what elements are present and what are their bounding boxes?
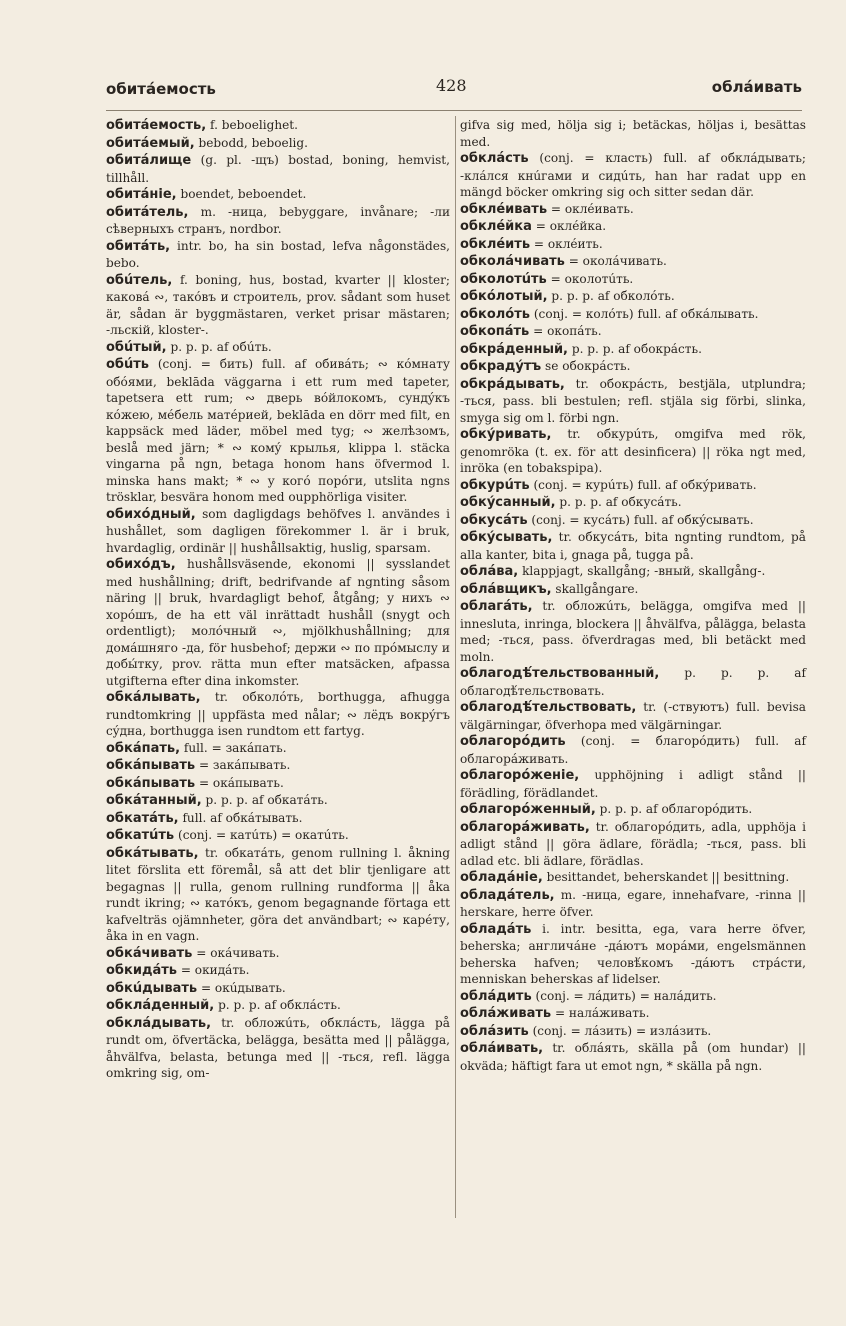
entry-headword: обкáпывать bbox=[106, 758, 196, 773]
entry-definition: besittandet, beherskandet || besittning. bbox=[542, 870, 790, 884]
entry-headword: облагорóженный, bbox=[460, 802, 596, 817]
dictionary-entry bbox=[460, 494, 806, 512]
dictionary-entry bbox=[106, 792, 450, 810]
entry-definition: tr. обкурúть, omgifva med rök, genomröka (t. ex. för att desinficera) || röka ngt med, inröka (en tobakspipa). bbox=[460, 427, 806, 475]
entry-headword: обклéивать bbox=[460, 201, 548, 217]
entry-headword: обколóть bbox=[460, 306, 530, 322]
entry-definition: p. p. p. af обкатáть. bbox=[201, 793, 328, 807]
entry-definition: p. p. p. af обокрáсть. bbox=[568, 341, 702, 356]
entry-definition: p. p. p. af обкусáть. bbox=[555, 495, 682, 509]
dictionary-entry bbox=[106, 556, 450, 689]
entry-headword: обкатáть, bbox=[106, 810, 179, 826]
entry-headword: обкúдывать bbox=[106, 980, 198, 996]
entry-headword: обкáтывать, bbox=[106, 845, 199, 861]
dictionary-entry bbox=[460, 988, 806, 1006]
entry-definition: (conj. = бить) full. af обивáть; ∾ кóмнату обóями, beklāda väggarna i ett rum med tapeter, tapetsera ett rum; ∾ дверь вóйлокомъ, сундýкъ кóжею, мéбель матéрией, beklāda en dörr med filt, en kappsäck med läder, möbel med tyg; ∾ желѣзомъ, beslå med järn; * ∾ комý крылья, klippa l. stäcka vingarna på ngn, betaga honom hans öfvermod l. minska hans makt; * ∾ у когó порóги, utslita ngns trösklar, besvära honom med oupphörliga visiter. bbox=[106, 357, 450, 504]
entry-headword: обкусáть bbox=[460, 512, 528, 528]
dictionary-entry bbox=[106, 272, 450, 339]
entry-definition: p. p. p. af обúть. bbox=[166, 339, 272, 354]
dictionary-entry bbox=[106, 775, 450, 793]
dictionary-entry bbox=[106, 827, 450, 845]
entry-headword: обúтый, bbox=[106, 339, 167, 355]
dictionary-entry bbox=[106, 135, 450, 153]
dictionary-entry bbox=[460, 733, 806, 767]
entry-definition: (g. pl. -щъ) bostad, boning, hemvist, tillhåll. bbox=[106, 153, 450, 185]
entry-headword: обладáтель, bbox=[460, 887, 555, 903]
entry-headword: облагáть, bbox=[460, 599, 533, 614]
entry-definition: = околотúть. bbox=[546, 271, 634, 286]
page-number: 428 bbox=[436, 76, 467, 95]
dictionary-entry bbox=[460, 598, 806, 665]
dictionary-entry bbox=[106, 1015, 450, 1082]
entry-headword: обкопáть bbox=[460, 324, 530, 339]
entry-headword: обколотúть bbox=[460, 271, 547, 287]
entry-headword: обкурúть bbox=[460, 477, 530, 493]
dictionary-entry bbox=[106, 204, 450, 238]
entry-headword: обкáлывать, bbox=[106, 690, 201, 705]
entry-definition: full. = закáпать. bbox=[180, 740, 287, 755]
entry-headword: облáва, bbox=[460, 564, 519, 579]
entry-definition: tr. обложúть, обклáсть, lägga på rundt om, öfvertäcka, belägga, besätta med || pålägga, åhvälfva, belasta, betunga med || -ться, refl. lägga omkring sig, om- bbox=[106, 1015, 450, 1080]
dictionary-entry bbox=[460, 563, 806, 581]
dictionary-entry bbox=[460, 1040, 806, 1074]
entry-definition: (conj. = лáдить) = налáдить. bbox=[531, 988, 717, 1003]
entry-headword: обкóлотый, bbox=[460, 289, 548, 304]
dictionary-entry bbox=[460, 253, 806, 271]
entry-headword: обихóдъ, bbox=[106, 557, 176, 572]
entry-definition: tr. облагорóдить, adla, upphöja i adligt stånd || göra ädlare, förädla; -ться, pass. bli adlad etc. bli ädlare, förädlas. bbox=[460, 819, 806, 868]
entry-definition: = окúдывать. bbox=[197, 980, 286, 995]
dictionary-entry bbox=[106, 356, 450, 506]
dictionary-entry bbox=[460, 341, 806, 359]
entry-definition: se обокрáсть. bbox=[541, 359, 631, 373]
entry-headword: обклáсть bbox=[460, 151, 529, 166]
entry-definition: = окáпывать. bbox=[195, 775, 284, 790]
entry-definition: (conj. = колóть) full. af обкáлывать. bbox=[529, 306, 759, 321]
left-column bbox=[106, 117, 450, 1082]
dictionary-entry bbox=[106, 845, 450, 945]
dictionary-entry bbox=[460, 358, 806, 376]
header-right-guideword: облáивать bbox=[711, 78, 802, 96]
entry-headword: обкáтанный, bbox=[106, 793, 202, 808]
header-left-guideword: обитáемость bbox=[106, 80, 216, 98]
dictionary-entry bbox=[460, 699, 806, 733]
entry-headword: облáдить bbox=[460, 988, 532, 1004]
right-column bbox=[460, 117, 806, 1074]
entry-definition: = оклéивать. bbox=[547, 201, 634, 216]
entry-definition: intr. bo, ha sin bostad, lefva någonstädes, bebo. bbox=[106, 238, 450, 270]
entry-headword: облагодѣ́тельствовать, bbox=[460, 700, 637, 715]
entry-definition: (conj. = курúть) full. af обкýривать. bbox=[529, 477, 757, 492]
entry-definition: f. boning, hus, bostad, kvarter || kloster; каковá ∾, такóвъ и строитель, prov. sådant som huset är, sådan är byggmästaren, verket prisar mästaren; -льскій, kloster-. bbox=[106, 272, 450, 337]
entry-headword: облáзить bbox=[460, 1023, 529, 1039]
dictionary-entry bbox=[106, 810, 450, 828]
entry-headword: обкýсанный, bbox=[460, 495, 556, 510]
dictionary-entry bbox=[106, 117, 450, 135]
dictionary-entry bbox=[460, 665, 806, 699]
entry-headword: облáвщикъ, bbox=[460, 581, 552, 597]
entry-definition: bebodd, beboelig. bbox=[194, 135, 309, 150]
dictionary-entry bbox=[460, 869, 806, 887]
entry-definition: = оклéить. bbox=[530, 236, 603, 251]
entry-headword: обитáемый, bbox=[106, 135, 195, 151]
entry-definition: (conj. = катúть) = окатúть. bbox=[174, 828, 349, 842]
entry-definition: tr. обкатáть, genom rullning l. åkning litet förslita ett föremål, så att det blir tjenligare att begagnas || rulla, genom rullning rundforma || åka rundt ikring; ∾ катóкъ, genom begagnande förtaga ett kafvelträs ojämnheter, göra det användbart; ∾ карéту, åka in en vagn. bbox=[106, 845, 450, 943]
dictionary-entry bbox=[106, 689, 450, 740]
entry-headword: облáивать, bbox=[460, 1041, 544, 1056]
entry-definition: gifva sig med, hölja sig i; betäckas, höljas i, besättas med. bbox=[460, 118, 806, 149]
entry-headword: обитáтель, bbox=[106, 204, 189, 220]
dictionary-entry bbox=[460, 477, 806, 495]
entry-headword: обколáчивать bbox=[460, 254, 565, 269]
dictionary-entry bbox=[460, 1023, 806, 1041]
entry-headword: обкáпать, bbox=[106, 740, 181, 756]
entry-definition: m. -ница, bebyggare, invånare; -ли сѣверныхъ странъ, nordbor. bbox=[106, 204, 450, 236]
entry-definition: = окопáть. bbox=[529, 324, 602, 338]
entry-headword: облагодѣ́тельствованный, bbox=[460, 666, 660, 681]
entry-definition: skallgångare. bbox=[551, 581, 639, 596]
dictionary-entry bbox=[460, 581, 806, 599]
entry-definition: p. p. p. af облагорóдить. bbox=[595, 802, 753, 816]
entry-definition: = закáпывать. bbox=[195, 758, 291, 772]
entry-definition: tr. обложúть, belägga, omgifva med || innesluta, inringa, blockera || åhvälfva, pålägga, belasta med; -ться, pass. öfverdragas med, bli betäckt med moln. bbox=[460, 599, 806, 664]
entry-headword: обкрáдывать, bbox=[460, 376, 565, 392]
entry-headword: обкрáденный, bbox=[460, 341, 568, 357]
dictionary-entry bbox=[460, 218, 806, 236]
dictionary-entry bbox=[460, 376, 806, 427]
entry-definition: klappjagt, skallgång; -вный, skallgång-. bbox=[518, 564, 766, 578]
entry-definition: p. p. p. af обклáсть. bbox=[214, 998, 341, 1012]
dictionary-entry bbox=[106, 757, 450, 775]
entry-definition: p. p. p. af облагодѣ́тельствовать. bbox=[460, 666, 806, 698]
entry-definition: i. intr. besitta, ega, vara herre öfver, beherska; англичáне -дáютъ морáми, engelsmännen beherska hafven; человѣ́комъ -дáютъ стрáсти, menniskan beherskas af lidelser. bbox=[460, 921, 806, 986]
entry-definition: tr. обокрáсть, bestjäla, utplundra; -ться, pass. bli bestulen; refl. stjäla sig förbi, slinka, smyga sig om l. förbi ngn. bbox=[460, 376, 806, 425]
dictionary-entry bbox=[460, 201, 806, 219]
entry-definition: = налáживать. bbox=[551, 1006, 650, 1020]
entry-definition: p. p. p. af обколóть. bbox=[547, 289, 675, 303]
dictionary-entry bbox=[460, 767, 806, 801]
dictionary-entry bbox=[460, 117, 806, 150]
entry-definition: (conj. = кусáть) full. af обкýсывать. bbox=[527, 512, 754, 527]
entry-definition: = окáчивать. bbox=[192, 945, 280, 960]
dictionary-entry bbox=[106, 740, 450, 758]
dictionary-entry bbox=[106, 945, 450, 963]
dictionary-entry bbox=[106, 339, 450, 357]
dictionary-entry bbox=[460, 921, 806, 988]
entry-definition: (conj. = лáзить) = излáзить. bbox=[528, 1023, 712, 1038]
dictionary-entry bbox=[460, 819, 806, 870]
dictionary-entry bbox=[106, 980, 450, 998]
entry-headword: обкýсывать, bbox=[460, 530, 553, 545]
entry-definition: = околáчивать. bbox=[564, 254, 667, 268]
entry-definition: f. beboelighet. bbox=[206, 118, 298, 132]
entry-headword: обитáть, bbox=[106, 238, 171, 254]
dictionary-entry bbox=[106, 997, 450, 1015]
entry-definition: upphöjning i adligt stånd || förädling, förädlandet. bbox=[460, 768, 806, 800]
entry-headword: облáживать bbox=[460, 1006, 552, 1021]
dictionary-entry bbox=[460, 236, 806, 254]
entry-definition: boendet, beboendet. bbox=[176, 187, 307, 201]
entry-definition: m. -ница, egare, innehafvare, -rinna || herskare, herre öfver. bbox=[460, 887, 806, 919]
entry-definition: full. af обкáтывать. bbox=[178, 810, 303, 825]
entry-definition: (conj. = благорóдить) full. af облагорáживать. bbox=[460, 734, 806, 766]
dictionary-entry bbox=[106, 962, 450, 980]
entry-headword: облагорáживать, bbox=[460, 819, 590, 835]
dictionary-entry bbox=[460, 271, 806, 289]
entry-headword: обклéить bbox=[460, 236, 531, 252]
entry-headword: обúть bbox=[106, 357, 150, 372]
dictionary-entry bbox=[460, 306, 806, 324]
dictionary-entry bbox=[460, 529, 806, 563]
dictionary-entry bbox=[460, 150, 806, 201]
entry-headword: обладáніе, bbox=[460, 870, 543, 885]
header-rule bbox=[106, 110, 802, 111]
page-header bbox=[106, 72, 802, 108]
dictionary-entry bbox=[460, 801, 806, 819]
entry-headword: обитáлище bbox=[106, 153, 192, 168]
dictionary-entry bbox=[106, 238, 450, 272]
entry-headword: обладáть bbox=[460, 921, 532, 937]
entry-definition: som dagligdags behöfves l. användes i hushållet, som dagligen förekommer l. är i bruk, hvardaglig, ordinär || hushållsaktig, huslig, sparsam. bbox=[106, 506, 450, 555]
dictionary-entry bbox=[460, 887, 806, 921]
dictionary-entry bbox=[460, 323, 806, 341]
dictionary-entry bbox=[460, 512, 806, 530]
dictionary-entry bbox=[106, 506, 450, 557]
entry-headword: обклáденный, bbox=[106, 998, 215, 1013]
entry-definition: tr. обкусáть, bita ngnting rundtom, på alla kanter, bita i, gnaga på, tugga på. bbox=[460, 530, 806, 562]
entry-definition: tr. облáять, skälla på (om hundar) || okväda; häftigt fara ut emot ngn, * skälla på ngn. bbox=[460, 1041, 806, 1073]
entry-headword: обúтель, bbox=[106, 272, 173, 288]
dictionary-entry bbox=[460, 1005, 806, 1023]
dictionary-entry bbox=[460, 426, 806, 477]
dictionary-entry bbox=[106, 152, 450, 186]
entry-headword: обкýривать, bbox=[460, 427, 552, 442]
entry-headword: обкáпывать bbox=[106, 775, 196, 791]
entry-headword: обитáемость, bbox=[106, 118, 207, 133]
entry-headword: облагорóженіе, bbox=[460, 768, 580, 783]
entry-definition: hushållsväsende, ekonomi || sysslandet med hushållning; drift, bedrifvande af ngnting såsom näring || bruk, hvardagligt behof, åtgång; у нихъ ∾ хорóшъ, de ha ett väl inrättadt hushåll (snygt och ordentligt); молóчный ∾, mjölkhushållning; для домáшняго -да, för husbehof; держи ∾ по прóмыслу и добы́тку, prov. rätta mun efter matsäcken, afpassa utgifterna efter dina inkomster. bbox=[106, 557, 450, 688]
entry-definition: = окидáть. bbox=[176, 963, 250, 977]
entry-headword: облагорóдить bbox=[460, 734, 566, 749]
entry-definition: tr. обколóть, borthugga, afhugga rundtomkring || uppfästa med nålar; ∾ лёдъ вокрýгъ сýдна, borthugga isen rundtom ett fartyg. bbox=[106, 690, 450, 738]
dictionary-entry bbox=[106, 186, 450, 204]
dictionary-entry bbox=[460, 288, 806, 306]
entry-headword: обклéйка bbox=[460, 219, 532, 234]
entry-definition: = оклéйка. bbox=[531, 219, 607, 233]
entry-headword: обкрадýтъ bbox=[460, 359, 542, 374]
entry-headword: обкидáть bbox=[106, 963, 177, 978]
entry-headword: обкатúть bbox=[106, 828, 175, 843]
entry-headword: обихóдный, bbox=[106, 506, 196, 522]
column-divider bbox=[455, 116, 456, 1218]
entry-headword: обитáніе, bbox=[106, 187, 177, 202]
entry-headword: обклáдывать, bbox=[106, 1015, 212, 1031]
entry-definition: (conj. = класть) full. af обклáдывать; -клáлся кнúгами и сидúть, han har radat upp en mängd böcker omkring sig och sitter sedan där. bbox=[460, 151, 806, 199]
entry-headword: обкáчивать bbox=[106, 945, 193, 961]
entry-definition: tr. (-ствуютъ) full. bevisa välgärningar, öfverhopa med välgärningar. bbox=[460, 700, 806, 732]
